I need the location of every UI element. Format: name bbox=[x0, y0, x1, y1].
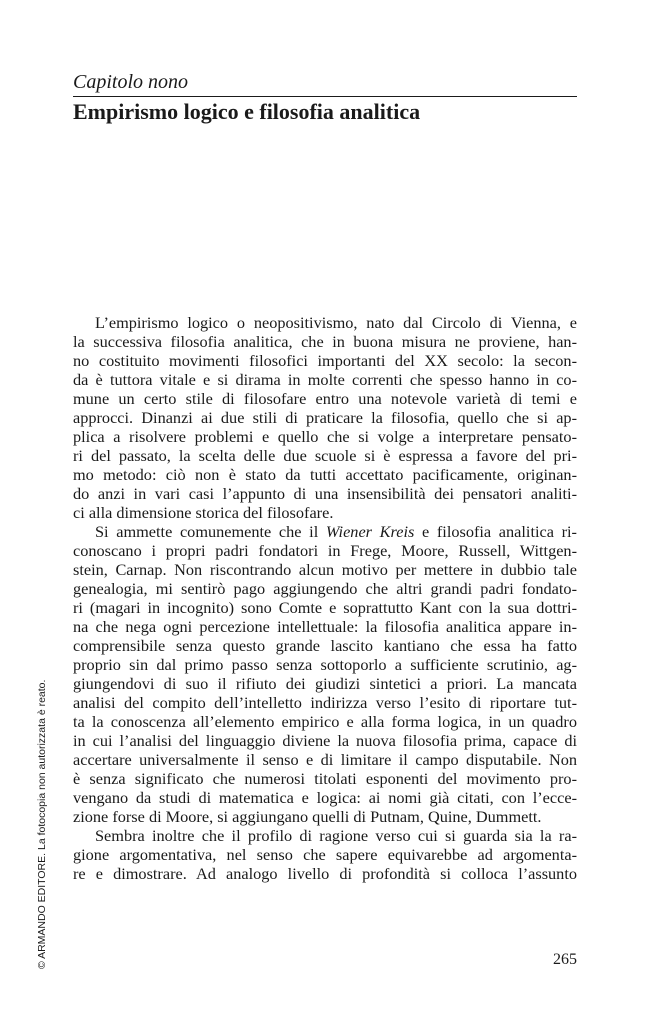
paragraph-3-line-1: Sembra inoltre che il profilo di ragione verso cui si guarda sia la ra- bbox=[95, 826, 577, 845]
paragraph-2-line-3: stein, Carnap. Non riscontrando alcun motivo per mettere in dubbio tale bbox=[73, 560, 577, 579]
paragraph-2-line-9: giungendovi di suo il rifiuto dei giudizi sintetici a priori. La mancata bbox=[73, 674, 577, 693]
paragraph-3-line-3: re e dimostrare. Ad analogo livello di profondità si colloca l’assunto bbox=[73, 864, 577, 883]
paragraph-1-line-6: approcci. Dinanzi ai due stili di praticare la filosofia, quello che si ap- bbox=[73, 408, 577, 427]
paragraph-2-line-14: è senza significato che numerosi titolati esponenti del movimento pro- bbox=[73, 769, 577, 788]
body-text bbox=[73, 313, 577, 883]
copyright-notice: © ARMANDO EDITORE. La fotocopia non autorizzata è reato. bbox=[36, 679, 48, 969]
paragraph-2-line-4: genealogia, mi sentirò pago aggiungendo che altri grandi padri fondato- bbox=[73, 579, 577, 598]
paragraph-2-line-1 bbox=[73, 522, 577, 541]
line-text-after: e filosofia analitica ri- bbox=[414, 522, 577, 541]
paragraph-2-line-8: proprio sin dal primo passo senza sottoporlo a sufficiente scrutinio, ag- bbox=[73, 655, 577, 674]
paragraph-1-line-1: L’empirismo logico o neopositivismo, nato dal Circolo di Vienna, e bbox=[95, 313, 577, 332]
paragraph-2-line-6: na che nega ogni percezione intellettuale: la filosofia analitica appare in- bbox=[73, 617, 577, 636]
paragraph-1-line-10: do anzi in vari casi l’appunto di una insensibilità dei pensatori analiti- bbox=[73, 484, 577, 503]
chapter-rule bbox=[73, 96, 577, 97]
wiener-kreis-term: Wiener Kreis bbox=[325, 522, 415, 541]
paragraph-1-line-7: plica a risolvere problemi e quello che si volge a interpretare pensato- bbox=[73, 427, 577, 446]
paragraph-1-line-11: ci alla dimensione storica del filosofare. bbox=[73, 503, 334, 522]
paragraph-2-line-15: vengano da studi di matematica e logica: ai nomi già citati, con l’ecce- bbox=[73, 788, 577, 807]
paragraph-1-line-5: mune un certo stile di filosofare entro una notevole varietà di temi e bbox=[73, 389, 577, 408]
paragraph-1-line-4: da è tuttora vitale e si dirama in molte correnti che spesso hanno in co- bbox=[73, 370, 577, 389]
paragraph-2-line-13: accertare universalmente il senso e di limitare il campo disputabile. Non bbox=[73, 750, 577, 769]
paragraph-2-line-11: ta la conoscenza all’elemento empirico e alla forma logica, in un quadro bbox=[73, 712, 577, 731]
paragraph-2-line-5: ri (magari in incognito) sono Comte e soprattutto Kant con la sua dottri- bbox=[73, 598, 577, 617]
paragraph-2-line-16: zione forse di Moore, si aggiungano quelli di Putnam, Quine, Dummett. bbox=[73, 807, 542, 826]
chapter-label: Capitolo nono bbox=[73, 71, 189, 93]
paragraph-1-line-3: no costituito movimenti filosofici importanti del XX secolo: la secon- bbox=[73, 351, 577, 370]
paragraph-2-line-7: comprensibile senza questo grande lascito kantiano che essa ha fatto bbox=[73, 636, 577, 655]
paragraph-1-line-9: mo metodo: ciò non è stato da tutti accettato pacificamente, originan- bbox=[73, 465, 577, 484]
paragraph-1-line-8: ri del passato, la scelta delle due scuole si è espressa a favore del pri- bbox=[73, 446, 577, 465]
paragraph-3-line-2: gione argomentativa, nel senso che sapere equivarebbe ad argomenta- bbox=[73, 845, 577, 864]
paragraph-2-line-12: in cui l’analisi del linguaggio diviene la nuova filosofia prima, capace di bbox=[73, 731, 577, 750]
line-text-before: Si ammette comunemente che il bbox=[95, 522, 326, 541]
paragraph-2-line-10: analisi del compito dell’intelletto indirizza verso l’esito di riportare tut- bbox=[73, 693, 577, 712]
paragraph-1-line-2: la successiva filosofia analitica, che in buona misura ne proviene, han- bbox=[73, 332, 577, 351]
chapter-title: Empirismo logico e filosofia analitica bbox=[73, 99, 421, 124]
paragraph-2-line-2: conoscano i propri padri fondatori in Frege, Moore, Russell, Wittgen- bbox=[73, 541, 577, 560]
page-number: 265 bbox=[553, 951, 577, 968]
